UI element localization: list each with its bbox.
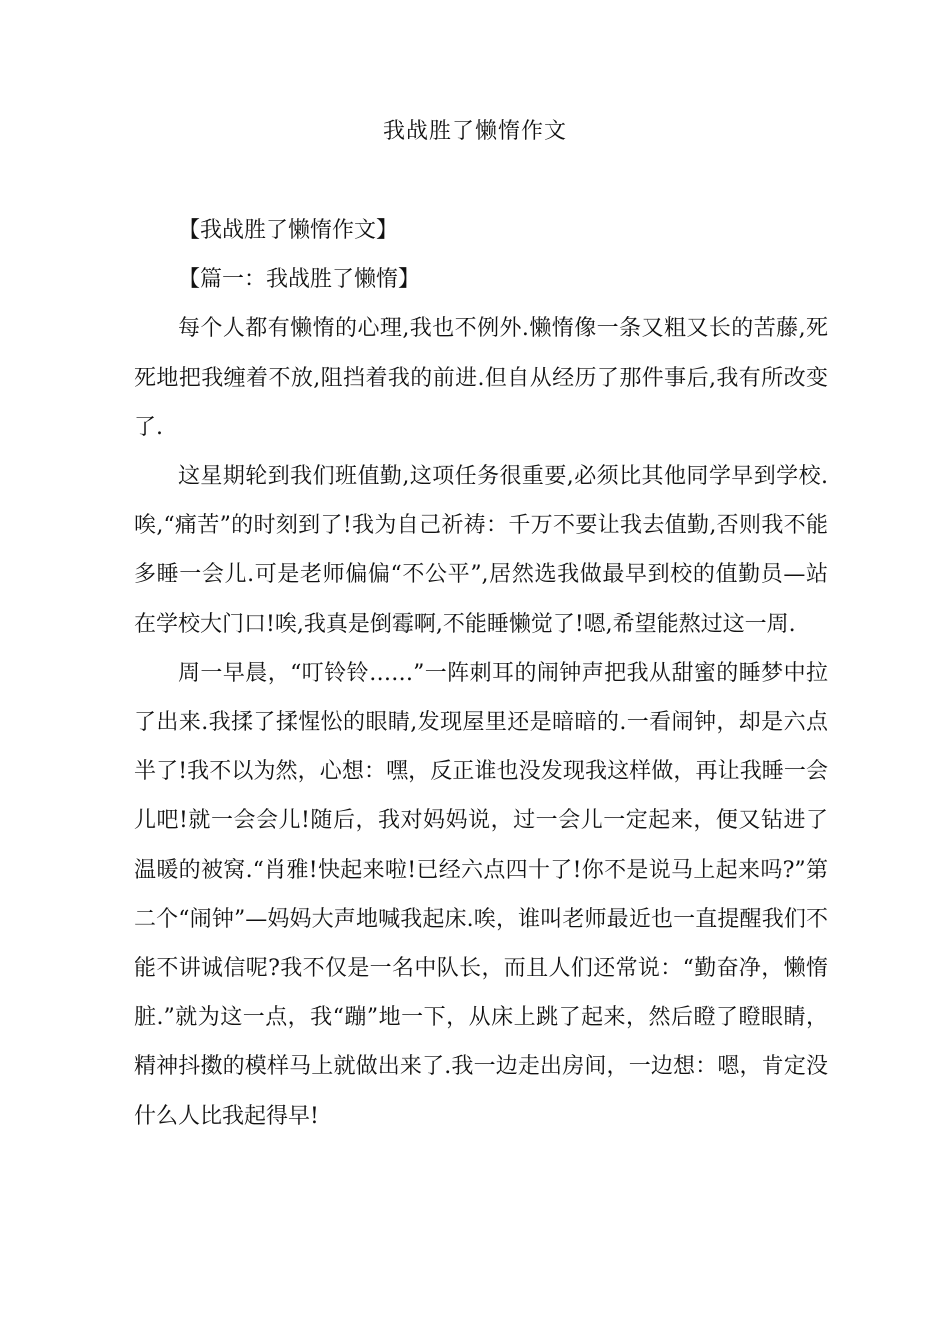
paragraph-2: 这星期轮到我们班值勤,这项任务很重要,必须比其他同学早到学校.唉,“痛苦”的时刻到了!我为自己祈祷：千万不要让我去值勤,否则我不能多睡一会儿.可是老师偏偏“不公平”,居然选我做最早到校的值勤员—站在学校大门口!唉,我真是倒霉啊,不能睡懒觉了!嗯,希望能熬过这一周. [134, 464, 828, 637]
paragraph-1: 每个人都有懒惰的心理,我也不例外.懒惰像一条又粗又长的苦藤,死死地把我缠着不放,阻挡着我的前进.但自从经历了那件事后,我有所改变了. [134, 316, 828, 440]
document-body [134, 206, 828, 1141]
section-heading-part: 【篇一：我战胜了懒惰】 [178, 267, 421, 293]
paragraph-3: 周一早晨，“叮铃铃……”一阵刺耳的闹钟声把我从甜蜜的睡梦中拉了出来.我揉了揉惺忪的眼睛,发现屋里还是暗暗的.一看闹钟，却是六点半了!我不以为然，心想：嘿，反正谁也没发现我这样做，再让我睡一会儿吧!就一会会儿!随后，我对妈妈说，过一会儿一定起来，便又钻进了温暖的被窝.“肖雅!快起来啦!已经六点四十了!你不是说马上起来吗?”第二个“闹钟”—妈妈大声地喊我起床.唉，谁叫老师最近也一直提醒我们不能不讲诚信呢?我不仅是一名中队长，而且人们还常说：“勤奋净，懒惰脏.”就为这一点，我“蹦”地一下，从床上跳了起来，然后瞪了瞪眼睛，精神抖擞的模样马上就做出来了.我一边走出房间，一边想：嗯，肯定没什么人比我起得早! [134, 660, 828, 1129]
section-heading-main: 【我战胜了懒惰作文】 [178, 218, 399, 243]
document-title: 我战胜了懒惰作文 [382, 119, 567, 144]
